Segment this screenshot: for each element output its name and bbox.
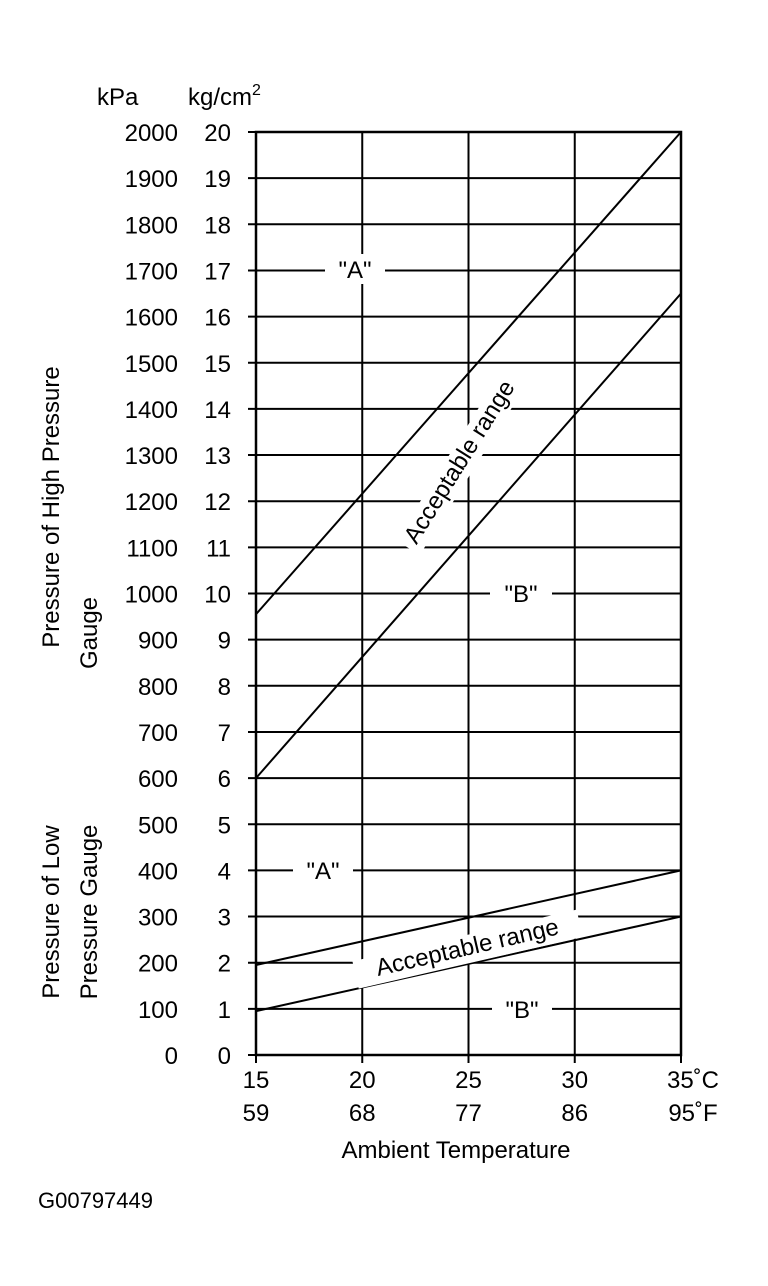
high-a-label: "A" bbox=[338, 257, 372, 284]
y-tick-kpa: 600 bbox=[137, 766, 178, 794]
x-tick-c: 30 bbox=[561, 1067, 589, 1094]
y-tick-kgcm2: 7 bbox=[217, 719, 231, 747]
x-tick-f: 59 bbox=[242, 1100, 270, 1127]
y-tick-kpa: 1100 bbox=[126, 535, 178, 563]
y-tick-kgcm2: 11 bbox=[206, 535, 231, 563]
x-tick-f: 95˚F bbox=[668, 1100, 718, 1127]
y-tick-kgcm2: 8 bbox=[217, 673, 231, 701]
y-tick-labels bbox=[125, 120, 231, 1070]
y-tick-kpa: 200 bbox=[137, 950, 178, 978]
y-tick-kgcm2: 4 bbox=[217, 858, 231, 886]
y-tick-kpa: 400 bbox=[137, 858, 178, 886]
y-tick-kgcm2: 5 bbox=[217, 812, 231, 840]
y-tick-kgcm2: 6 bbox=[217, 766, 231, 794]
x-tick-c: 15 bbox=[242, 1067, 270, 1094]
y-label-high-line2: Gauge bbox=[76, 596, 103, 670]
y-tick-kgcm2: 12 bbox=[204, 489, 231, 517]
x-tick-f: 77 bbox=[455, 1100, 482, 1127]
y-tick-kpa: 500 bbox=[137, 812, 178, 840]
unit-kpa: kPa bbox=[97, 84, 139, 111]
y-tick-kpa: 1400 bbox=[124, 396, 178, 424]
high-range-label-group bbox=[395, 370, 526, 555]
y-tick-kgcm2: 16 bbox=[204, 304, 231, 332]
x-tick-c: 25 bbox=[455, 1067, 482, 1094]
y-tick-kpa: 2000 bbox=[124, 120, 178, 147]
y-label-low-line2: Pressure Gauge bbox=[76, 824, 103, 1000]
y-tick-kpa: 300 bbox=[137, 904, 178, 932]
y-label-high-line1: Pressure of High Pressure bbox=[38, 366, 65, 648]
y-tick-kpa: 1500 bbox=[124, 350, 178, 378]
x-tick-labels bbox=[243, 1067, 719, 1127]
y-tick-kgcm2: 0 bbox=[217, 1043, 231, 1070]
y-tick-kpa: 1200 bbox=[124, 489, 178, 517]
x-tick-f: 86 bbox=[561, 1100, 589, 1127]
x-axis-title: Ambient Temperature bbox=[341, 1137, 571, 1164]
x-tick-c: 35˚C bbox=[666, 1067, 720, 1094]
low-a-label: "A" bbox=[306, 858, 340, 885]
y-tick-kgcm2: 3 bbox=[217, 904, 231, 932]
unit-kgcm-text: kg/cm bbox=[188, 84, 253, 111]
high-b-label: "B" bbox=[504, 581, 538, 608]
unit-kgcm-sup: 2 bbox=[252, 82, 261, 99]
low-range-label: Acceptable range bbox=[373, 913, 562, 982]
y-tick-kpa: 1000 bbox=[124, 581, 178, 609]
y-tick-kgcm2: 9 bbox=[217, 627, 231, 655]
unit-kgcm bbox=[188, 82, 261, 111]
grid bbox=[248, 132, 681, 1063]
x-tick-f: 68 bbox=[348, 1100, 376, 1127]
y-tick-kpa: 700 bbox=[137, 719, 178, 747]
figure-id: G00797449 bbox=[38, 1188, 153, 1213]
y-tick-kpa: 1800 bbox=[124, 212, 178, 240]
y-tick-kgcm2: 18 bbox=[204, 212, 231, 240]
y-tick-kgcm2: 15 bbox=[204, 350, 231, 378]
y-tick-kgcm2: 17 bbox=[204, 258, 231, 286]
y-label-low-line1: Pressure of Low bbox=[38, 825, 65, 999]
y-tick-kpa: 0 bbox=[164, 1043, 178, 1070]
y-tick-kpa: 900 bbox=[137, 627, 178, 655]
y-tick-kgcm2: 19 bbox=[204, 166, 231, 194]
y-tick-kpa: 800 bbox=[137, 673, 178, 701]
low-b-label: "B" bbox=[505, 997, 539, 1024]
y-tick-kgcm2: 20 bbox=[204, 120, 231, 147]
y-tick-kgcm2: 1 bbox=[217, 996, 231, 1024]
y-tick-kgcm2: 10 bbox=[204, 581, 231, 609]
y-tick-kgcm2: 14 bbox=[204, 396, 231, 424]
y-tick-kgcm2: 13 bbox=[204, 443, 231, 471]
y-tick-kpa: 1600 bbox=[124, 304, 178, 332]
y-tick-kgcm2: 2 bbox=[217, 950, 231, 978]
y-tick-kpa: 100 bbox=[137, 996, 178, 1024]
y-tick-kpa: 1700 bbox=[124, 258, 178, 286]
y-tick-kpa: 1300 bbox=[124, 443, 178, 471]
x-tick-c: 20 bbox=[348, 1067, 376, 1094]
high-range-label: Acceptable range bbox=[398, 375, 521, 549]
y-tick-kpa: 1900 bbox=[124, 166, 178, 194]
